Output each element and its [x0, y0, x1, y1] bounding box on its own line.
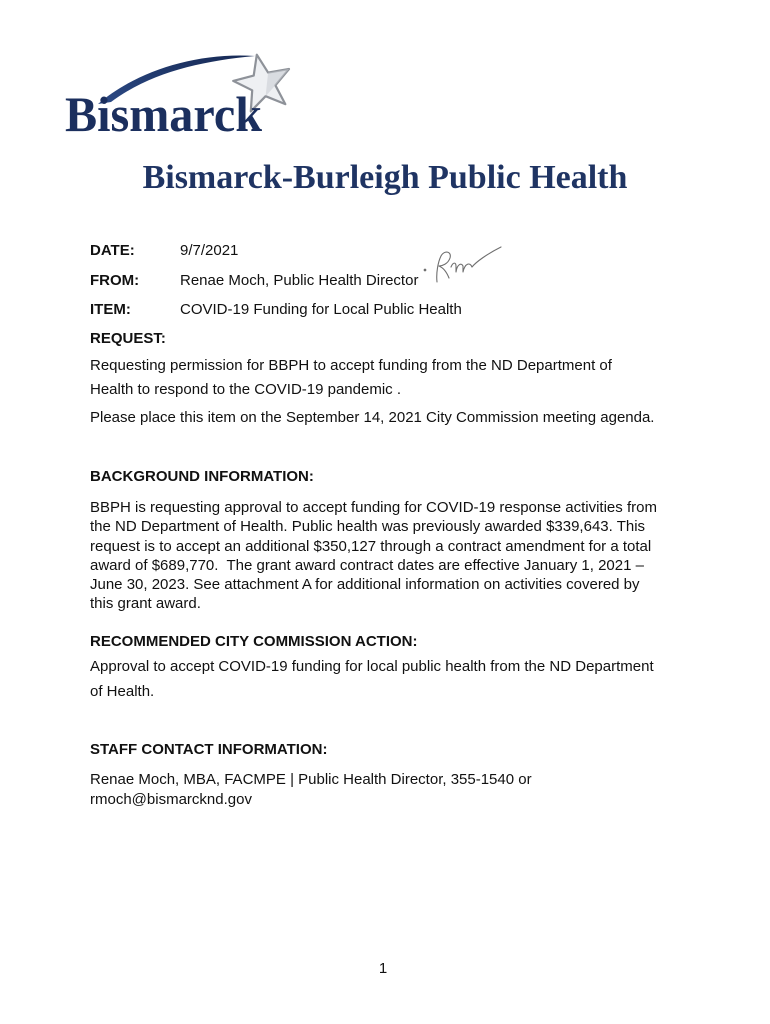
background-line: award of $689,770. The grant award contract dates are effective January 1, 2021 – — [90, 557, 644, 574]
recommended-action-line: Approval to accept COVID-19 funding for local public health from the ND Department — [90, 658, 654, 675]
background-line: this grant award. — [90, 595, 201, 612]
item-label: ITEM: — [90, 301, 131, 318]
date-label: DATE: — [90, 242, 135, 259]
bismarck-logo — [0, 0, 300, 150]
request-line: Please place this item on the September 14, 2021 City Commission meeting agenda. — [90, 409, 655, 426]
page-number: 1 — [378, 960, 388, 977]
request-line: Health to respond to the COVID-19 pandemic . — [90, 381, 402, 398]
date-value: 9/7/2021 — [180, 242, 239, 259]
background-line: June 30, 2023. See attachment A for additional information on activities covered by — [90, 576, 640, 593]
staff-contact-heading: STAFF CONTACT INFORMATION: — [90, 741, 328, 758]
signature-initials — [415, 240, 510, 290]
from-label: FROM: — [90, 272, 140, 289]
request-heading: REQUEST: — [90, 330, 166, 347]
recommended-action-heading: RECOMMENDED CITY COMMISSION ACTION: — [90, 633, 418, 650]
recommended-action-line: of Health. — [90, 683, 155, 700]
page-title: Bismarck-Burleigh Public Health — [142, 159, 628, 196]
background-line: request is to accept an additional $350,127 through a contract amendment for a total — [90, 538, 652, 555]
staff-contact-email: rmoch@bismarcknd.gov — [90, 791, 252, 808]
logo-wordmark: Bismarck — [65, 86, 263, 142]
from-value: Renae Moch, Public Health Director — [180, 272, 419, 289]
staff-contact-line: Renae Moch, MBA, FACMPE | Public Health Director, 355-1540 or — [90, 771, 532, 788]
background-line: BBPH is requesting approval to accept funding for COVID-19 response activities from — [90, 499, 657, 516]
request-line: Requesting permission for BBPH to accept funding from the ND Department of — [90, 357, 612, 374]
background-line: the ND Department of Health. Public health was previously awarded $339,643. This — [90, 518, 646, 535]
item-value: COVID-19 Funding for Local Public Health — [180, 301, 462, 318]
background-heading: BACKGROUND INFORMATION: — [90, 468, 314, 485]
